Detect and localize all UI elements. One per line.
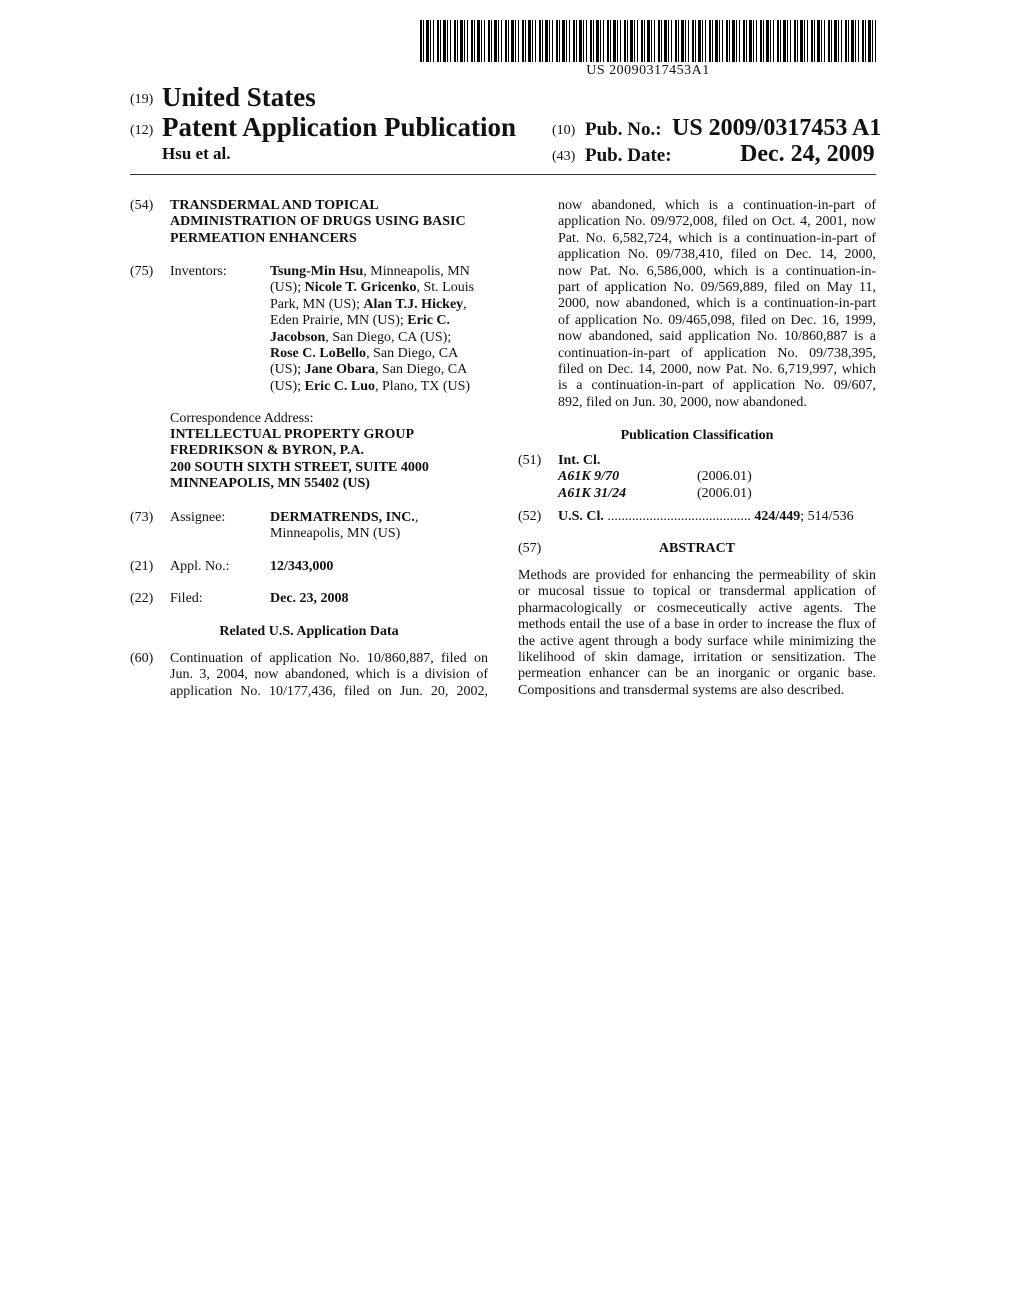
related-line: 2000, now abandoned, which is a continuation-in-part [558,296,876,312]
int-cl-version: (2006.01) [697,469,752,484]
int-cl-class: A61K 31/24 [558,486,627,501]
us-cl-line [558,509,876,525]
related-line: 892, filed on Jun. 30, 2000, now abandoned. [558,394,807,410]
us-cl-code: (52) [518,509,542,524]
inventor-location: , St. Louis [416,280,475,296]
related-line: application No. 10/177,436, filed on Jun. 20, 2002, [170,683,488,699]
us-cl-dots: ......................................... [607,509,751,524]
inventor-location: , San Diego, CA [366,346,459,362]
title-line: TRANSDERMAL AND TOPICAL [170,198,379,213]
inventor-line [270,362,488,378]
pub-no: US 2009/0317453 A1 [672,115,882,141]
abstract-line: or mucosal tissue to topical or transdermal application of [518,584,876,600]
abstract-body [518,568,876,699]
related-line: Jun. 3, 2004, now abandoned, which is a division of [170,667,488,683]
title-line: PERMEATION ENHANCERS [170,230,357,246]
country: United States [162,82,316,112]
appl-no-label: Appl. No.: [170,559,230,574]
code-19: (19) [130,92,154,107]
filed-code: (22) [130,591,154,606]
related-line: now Pat. No. 6,586,000, which is a continuation-in- [558,263,876,279]
inventor-name: Tsung-Min Hsu [270,264,364,279]
us-cl-rest: ; 514/536 [800,509,854,524]
related-line: application No. 09/972,008, filed on Oct. 4, 2001, now [558,214,876,230]
related-heading: Related U.S. Application Data [219,624,399,639]
abstract-line: Methods are provided for enhancing the permeability of skin [518,568,876,583]
code-43: (43) [552,149,576,164]
assignee-location: Minneapolis, MN (US) [270,526,401,542]
assignee-name: DERMATRENDS, INC. [270,510,415,525]
inventor-line [270,264,488,280]
related-left [170,651,488,700]
barcode-number: US 20090317453A1 [586,63,710,78]
inventor-line [270,330,488,346]
inventor-location: (US); [270,378,305,394]
pub-date: Dec. 24, 2009 [740,141,875,167]
inventor-name: Eric C. [407,313,451,329]
int-cl-label: Int. Cl. [558,453,601,468]
assignee-code: (73) [130,510,154,525]
inventor-location: (US); [270,280,305,296]
inventor-name: Alan T.J. Hickey [363,296,464,312]
inventor-line [270,297,488,313]
related-line: filed on Dec. 14, 2000, now Pat. No. 6,719,997, which [558,362,876,378]
inventors-list [270,264,488,395]
title-block [170,198,466,247]
barcode [420,20,876,62]
inventor-line [270,379,488,395]
inventor-location: , San Diego, CA [375,362,468,378]
inventor-name: Jane Obara [304,362,376,378]
abstract-code: (57) [518,541,542,556]
inventor-line [270,280,488,296]
title-code: (54) [130,198,154,213]
us-cl-label: U.S. Cl. [558,509,604,524]
inventor-location: , San Diego, CA (US); [325,329,452,345]
address-line: 200 SOUTH SIXTH STREET, SUITE 4000 [170,459,429,475]
related-line: now abandoned, said application No. 10/860,887 is a [558,329,876,345]
inventor-location: , Plano, TX (US) [375,378,471,394]
inventor-name: Rose C. LoBello [270,346,367,362]
abstract-line: the active agent through a body surface while minimizing the [518,633,876,649]
abstract-heading: ABSTRACT [658,541,736,556]
filed-value: Dec. 23, 2008 [270,591,349,606]
abstract-line: methods entail the use of a base in order to increase the flux of [518,617,876,633]
inventor-location: , Minneapolis, MN [363,264,470,279]
inventors-short: Hsu et al. [162,144,231,163]
inventor-name: Nicole T. Gricenko [304,280,417,296]
address-line: INTELLECTUAL PROPERTY GROUP [170,427,415,442]
inventor-line [270,313,488,329]
correspondence-address [170,427,429,493]
title-line: ADMINISTRATION OF DRUGS USING BASIC [170,214,466,230]
related-line: continuation-in-part of application No. 09/738,395, [558,345,876,361]
related-line: application No. 09/738,410, filed on Dec. 14, 2000, [558,247,876,263]
related-line: part of application No. 09/569,889, filed on May 11, [558,280,876,296]
related-right [558,198,876,411]
inventor-location: Park, MN (US); [270,296,364,312]
related-line: now abandoned, which is a continuation-in-part of [558,198,876,213]
us-cl-main: 424/449 [754,509,801,524]
related-line: of application No. 09/465,098, filed on Dec. 16, 1999, [558,312,876,328]
address-line: FREDRIKSON & BYRON, P.A. [170,443,364,459]
pub-no-label: Pub. No.: [585,119,662,140]
inventors-label: Inventors: [170,264,227,279]
related-line: is a continuation-in-part of application No. 09/607, [558,378,876,394]
header-rule [130,174,876,175]
assignee-label: Assignee: [170,510,226,525]
classification-heading: Publication Classification [620,428,774,443]
inventor-location: , [463,296,467,312]
code-12: (12) [130,123,154,138]
doc-type: Patent Application Publication [162,112,517,142]
inventor-name: Jacobson [270,329,326,345]
correspondence-label: Correspondence Address: [170,411,314,426]
inventor-line [270,346,488,362]
related-line: Pat. No. 6,582,724, which is a continuation-in-part of [558,230,876,246]
inventor-location: (US); [270,362,305,378]
abstract-line: pharmacologically or cosmeceutically active agents. The [518,600,876,616]
int-cl-version: (2006.01) [697,486,752,501]
address-line: MINNEAPOLIS, MN 55402 (US) [170,476,370,492]
filed-label: Filed: [170,591,203,606]
abstract-line: likelihood of skin damage, irritation or sensitization. The [518,650,876,666]
appl-no-value: 12/343,000 [270,559,334,574]
inventor-location: Eden Prairie, MN (US); [270,313,408,329]
abstract-line: Compositions and transdermal systems are also described. [518,682,845,698]
abstract-line: permeation enhancer can be an inorganic or organic base. [518,666,876,682]
int-cl-class: A61K 9/70 [558,469,620,484]
inventor-name: Eric C. Luo [304,378,376,394]
pub-date-label: Pub. Date: [585,145,672,166]
related-code: (60) [130,651,154,666]
inventors-code: (75) [130,264,154,279]
appl-no-code: (21) [130,559,154,574]
assignee-value: DERMATRENDS, INC., Minneapolis, MN (US) [270,510,419,542]
int-cl-code: (51) [518,453,542,468]
related-line: Continuation of application No. 10/860,887, filed on [170,651,488,666]
code-10: (10) [552,123,576,138]
